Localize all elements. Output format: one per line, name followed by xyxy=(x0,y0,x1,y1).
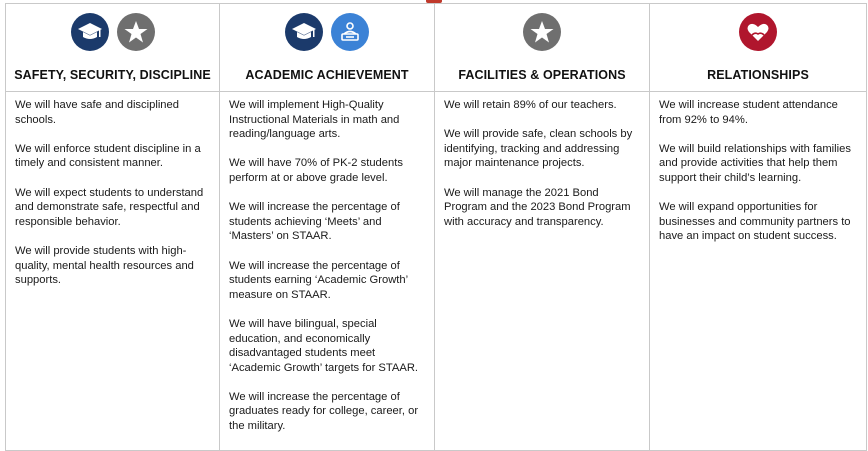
goal-item: We will increase the percentage of students achieving ‘Meets’ and ‘Masters’ on STAAR. xyxy=(229,201,400,243)
header-row xyxy=(6,4,867,92)
heart-hands-icon xyxy=(739,13,777,51)
graduation-cap-icon xyxy=(285,13,323,51)
goal-item: We will have safe and disciplined schools. xyxy=(15,99,179,126)
goal-item: We will enforce student discipline in a timely and consistent manner. xyxy=(15,142,201,170)
header-icons xyxy=(220,8,434,56)
goal-item: We will increase the percentage of students earning ‘Academic Growth’ measure on STAAR. xyxy=(229,259,408,301)
column-title: FACILITIES & OPERATIONS xyxy=(458,68,626,82)
goal-item: We will build relationships with families and provide activities that help them support their child’s learning. xyxy=(659,142,851,184)
goal-item: We will increase student attendance from 92% to 94%. xyxy=(659,99,838,126)
graduation-cap-icon xyxy=(71,13,109,51)
goals-table xyxy=(5,3,867,451)
teacher-icon xyxy=(331,13,369,51)
header-icons xyxy=(650,8,866,56)
column-title: ACADEMIC ACHIEVEMENT xyxy=(245,68,409,82)
goal-item: We will provide safe, clean schools by identifying, tracking and addressing major maintenance projects. xyxy=(444,128,633,170)
column-title: RELATIONSHIPS xyxy=(707,68,809,82)
header-facilities xyxy=(435,4,650,92)
header-academic xyxy=(220,4,435,92)
goal-item: We will have bilingual, special education, and economically disadvantaged students meet ‘Academic Growth’ targets for STAAR. xyxy=(229,317,419,374)
goal-item: We will expect students to understand and demonstrate safe, respectful and responsible behavior. xyxy=(15,186,204,228)
goal-item: We will implement High-Quality Instructional Materials in math and reading/language arts. xyxy=(229,99,400,141)
goal-item: We will expand opportunities for businesses and community partners to have an impact on student success. xyxy=(659,201,851,243)
header-icons xyxy=(6,8,219,56)
goal-item: We will retain 89% of our teachers. xyxy=(444,99,617,111)
goal-item: We will manage the 2021 Bond Program and the 2023 Bond Program with accuracy and transparency. xyxy=(444,186,631,228)
goal-item: We will have 70% of PK-2 students perform at or above grade level. xyxy=(229,157,403,184)
column-body-relationships xyxy=(650,92,867,451)
column-body-safety xyxy=(6,92,220,451)
goal-item: We will provide students with high-quality, mental health resources and supports. xyxy=(15,244,194,287)
header-safety xyxy=(6,4,220,92)
column-title: SAFETY, SECURITY, DISCIPLINE xyxy=(14,68,211,82)
header-relationships xyxy=(650,4,867,92)
column-body-facilities xyxy=(435,92,650,451)
column-body-academic xyxy=(220,92,435,451)
header-icons xyxy=(435,8,649,56)
texas-star-icon xyxy=(117,13,155,51)
texas-star-icon xyxy=(523,13,561,51)
goal-item: We will increase the percentage of graduates ready for college, career, or the military. xyxy=(229,390,419,433)
body-row xyxy=(6,92,867,451)
